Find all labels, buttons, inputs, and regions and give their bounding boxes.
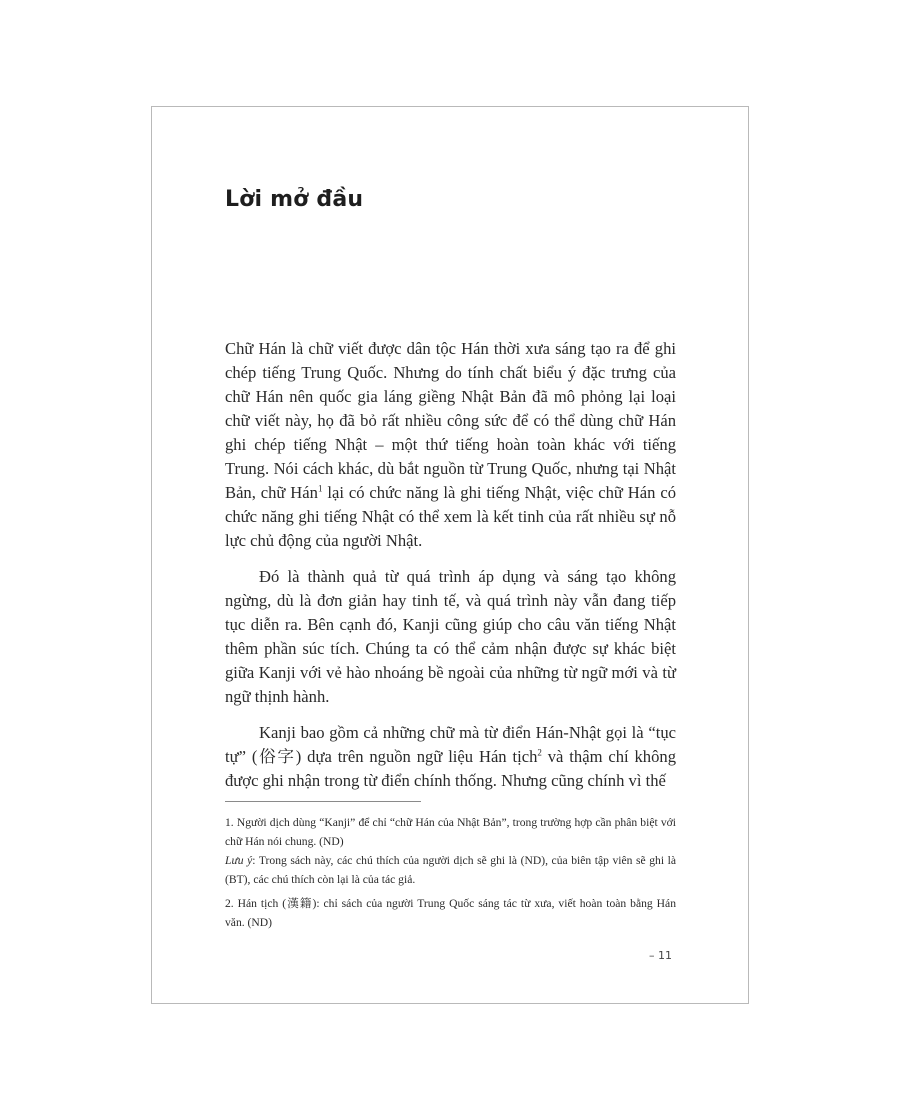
remark-label: Lưu ý xyxy=(225,854,253,867)
footnote-ref-2: 2 xyxy=(537,747,542,758)
chapter-title: Lời mở đầu xyxy=(225,187,364,212)
paragraph-1-text: Chữ Hán là chữ viết được dân tộc Hán thời xưa sáng tạo ra để ghi chép tiếng Trung Quốc. Nhưng do tính chất biểu ý đặc trưng của chữ Hán nên quốc gia láng giềng Nhật Bản đã mô phỏng lại loại chữ viết này, họ đã bỏ rất nhiều công sức để có thể dùng chữ Hán ghi chép tiếng Nhật – một thứ tiếng hoàn toàn khác với tiếng Trung. Nói cách khác, dù bắt nguồn từ Trung Quốc, nhưng tại Nhật Bản, chữ Hán xyxy=(225,339,676,502)
paragraph-3-text: Kanji bao gồm cả những chữ mà từ điển Hán-Nhật gọi là “tục tự” (俗字) dựa trên nguồn ngữ liệu Hán tịch xyxy=(225,723,676,766)
page-number: – 11 xyxy=(649,949,672,962)
paragraph-3-text-cont: và thậm chí không được ghi nhận trong từ điển chính thống. Nhưng cũng chính vì thế xyxy=(225,747,676,790)
book-page xyxy=(151,106,749,1004)
paragraph-3 xyxy=(225,721,676,793)
footnote-ref-1: 1 xyxy=(317,483,323,494)
body-text xyxy=(225,337,676,805)
paragraph-1-text-cont: lại có chức năng là ghi tiếng Nhật, việc chữ Hán có chức năng ghi tiếng Nhật có thể xem là kết tinh của rất nhiều sự nỗ lực chủ động của người Nhật. xyxy=(225,483,677,550)
footnote-divider xyxy=(225,801,421,802)
paragraph-1 xyxy=(225,337,676,553)
footnote-2-text: 2. Hán tịch (漢籍): chỉ sách của người Trung Quốc sáng tác từ xưa, viết hoàn toàn bằng Hán văn. (ND) xyxy=(225,897,676,929)
footnote-1-remark xyxy=(225,851,676,889)
paragraph-2: Đó là thành quả từ quá trình áp dụng và sáng tạo không ngừng, dù là đơn giản hay tinh tế, và quá trình này vẫn đang tiếp tục diễn ra. Bên cạnh đó, Kanji cũng giúp cho câu văn tiếng Nhật thêm phần súc tích. Chúng ta có thể cảm nhận được sự khác biệt giữa Kanji với vẻ hào nhoáng bề ngoài của những từ ngữ mới và từ ngữ thịnh hành. xyxy=(225,567,676,706)
footnote-2 xyxy=(225,894,676,932)
footnote-1-text: 1. Người dịch dùng “Kanji” để chỉ “chữ Hán của Nhật Bản”, trong trường hợp cần phân biệt với chữ Hán nói chung. (ND) xyxy=(225,816,676,848)
footnote-1 xyxy=(225,813,676,889)
remark-text: : Trong sách này, các chú thích của người dịch sẽ ghi là (ND), của biên tập viên sẽ ghi là (BT), các chú thích còn lại là của tác giả. xyxy=(225,854,676,886)
footnotes xyxy=(225,813,676,937)
